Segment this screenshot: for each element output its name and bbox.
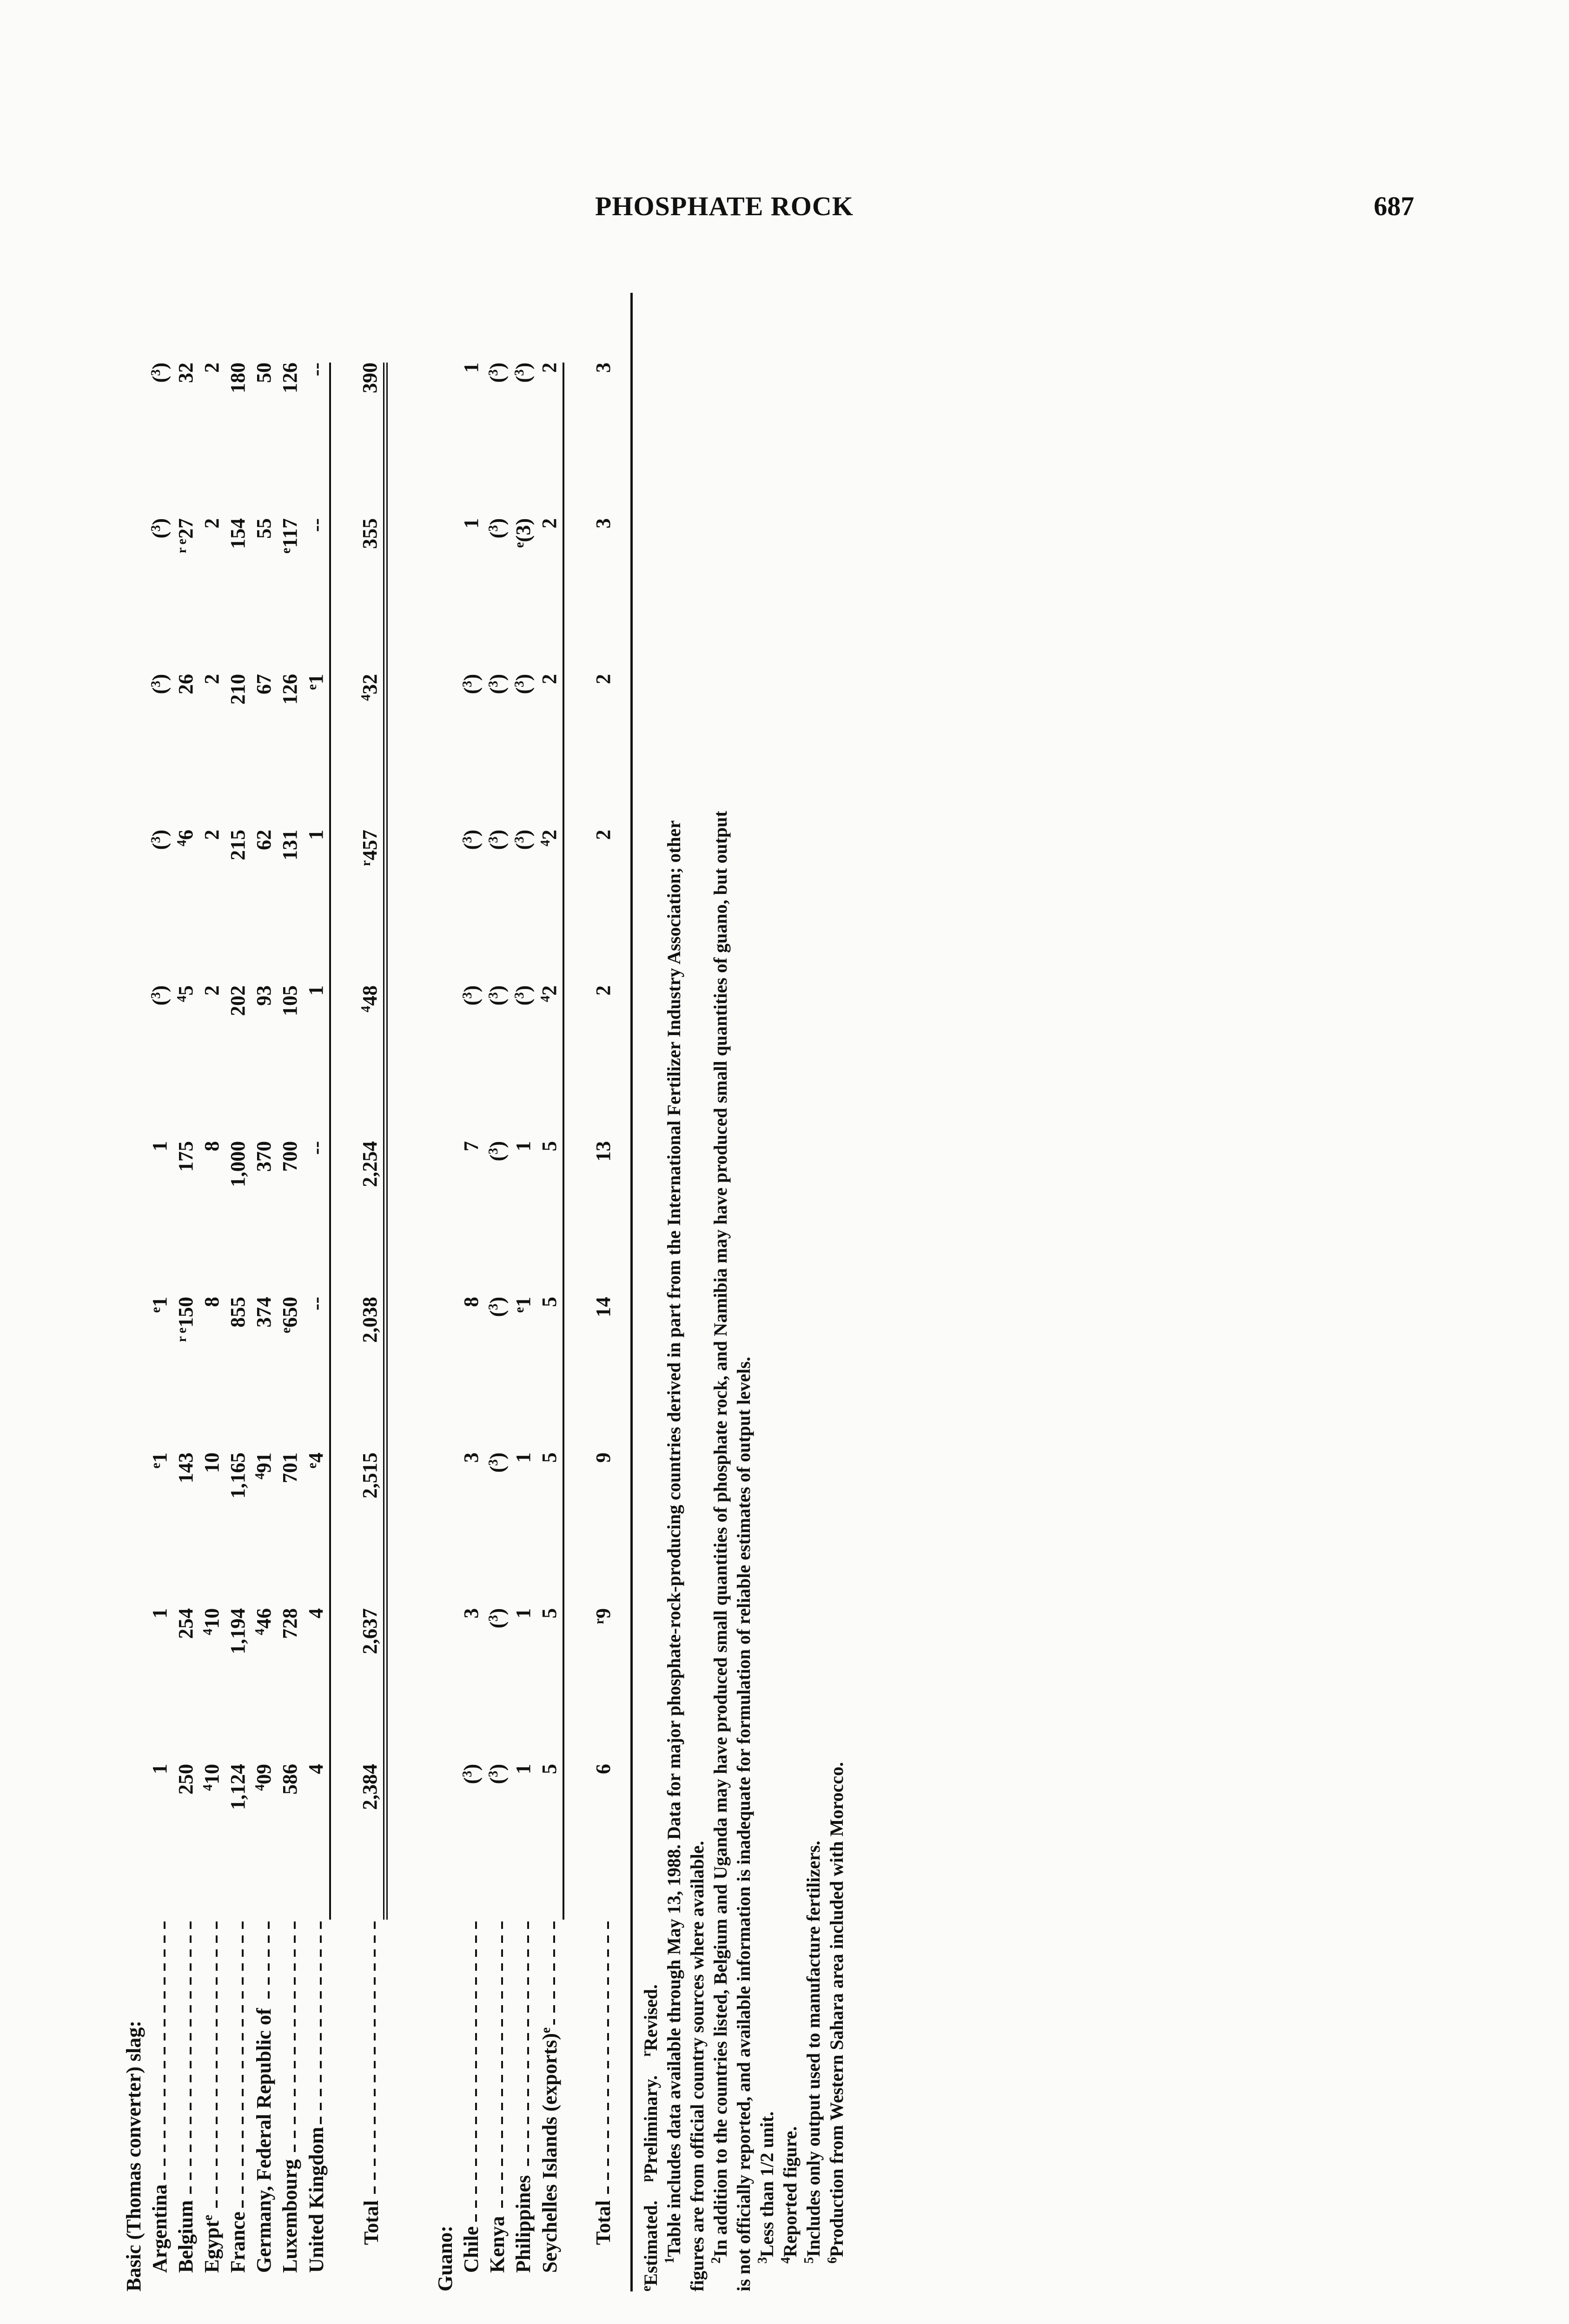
table-cell xyxy=(563,674,590,830)
row-label: France xyxy=(225,1920,251,2291)
table-cell: 5 xyxy=(538,1452,561,1463)
table-row xyxy=(199,363,225,2291)
table-cell: 2,515 xyxy=(358,1452,381,1499)
table-cell xyxy=(330,1608,357,1764)
table-cell: $^r$9 xyxy=(592,1608,615,1624)
table-cell: 355 xyxy=(358,518,381,549)
table-cell: 105 xyxy=(278,985,301,1016)
table-cell: -- xyxy=(305,1141,327,1155)
table-cell xyxy=(330,830,357,985)
rotated-table-area xyxy=(121,246,1004,2291)
total-label: Total xyxy=(590,1920,616,2291)
total-row xyxy=(590,363,616,2291)
table-cell xyxy=(563,1452,590,1608)
table-cell: $^4$48 xyxy=(358,985,381,1012)
table-cell xyxy=(121,1764,147,1920)
table-cell: ($^3$) xyxy=(486,1141,509,1162)
table-cell: 126 xyxy=(278,674,301,705)
table-cell: 700 xyxy=(278,1141,301,1172)
table-cell xyxy=(414,830,432,985)
table-cell: ($^3$) xyxy=(486,1764,509,1784)
table-cell: 254 xyxy=(174,1608,197,1639)
table-cell: 2 xyxy=(538,363,561,373)
table-cell: -- xyxy=(305,518,327,532)
table-cell: ($^3$) xyxy=(512,830,535,850)
table-cell: 1,000 xyxy=(226,1141,249,1187)
table-cell: 1 xyxy=(460,363,483,373)
table-cell xyxy=(432,1452,458,1608)
table-cell: ($^3$) xyxy=(148,985,171,1006)
table-cell: 2,254 xyxy=(358,1141,381,1187)
row-label: Seychelles Islands (exports)$^e$ xyxy=(536,1920,563,2291)
rule-row xyxy=(385,363,414,2291)
table-cell: 2 xyxy=(538,674,561,684)
table-cell: $^4$6 xyxy=(174,830,197,846)
table-cell: 1,124 xyxy=(226,1764,249,1810)
table-cell: ($^3$) xyxy=(512,363,535,383)
table-cell: 5 xyxy=(538,1297,561,1307)
table-cell: ($^3$) xyxy=(486,363,509,383)
table-cell xyxy=(432,518,458,674)
table-cell xyxy=(563,1141,590,1297)
table-cell: ($^3$) xyxy=(486,1608,509,1629)
table-cell: ($^3$) xyxy=(486,674,509,694)
table-cell: $^e$1 xyxy=(512,1297,535,1313)
rule-row xyxy=(563,363,590,2291)
table-cell xyxy=(385,1764,414,1920)
table-cell xyxy=(385,1297,414,1452)
table-cell: 1 xyxy=(460,518,483,528)
table-row xyxy=(173,363,199,2291)
table-cell xyxy=(414,1297,432,1452)
table-cell xyxy=(414,674,432,830)
footnote: $^2$In addition to the countries listed, Belgium and Uganda may have produced small quantities of phosphate rock, and Namibia may have produced small quantities of guano, but output xyxy=(709,811,731,2264)
table-cell: $^4$2 xyxy=(538,985,561,1002)
table-cell xyxy=(563,1608,590,1764)
table-cell xyxy=(414,1764,432,1920)
table-cell xyxy=(330,674,357,830)
table-cell: 93 xyxy=(252,985,275,1006)
table-cell xyxy=(414,1141,432,1297)
section-header-row xyxy=(432,363,458,2291)
table-cell: 126 xyxy=(278,363,301,393)
footnote: is not officially reported, and available information is inadequate for formulation of reliable estimates of output levels. xyxy=(733,1356,754,2291)
table-cell: ($^3$) xyxy=(148,363,171,383)
table-cell xyxy=(385,1608,414,1764)
table-cell: ($^3$) xyxy=(460,1764,483,1784)
table-cell xyxy=(414,1452,432,1608)
table-cell: ($^3$) xyxy=(460,830,483,850)
table-cell: 55 xyxy=(252,518,275,539)
table-cell: 1,194 xyxy=(226,1608,249,1654)
table-cell: 2 xyxy=(200,830,223,840)
page-number: 687 xyxy=(1374,191,1414,221)
table-cell xyxy=(385,1141,414,1297)
table-cell: 7 xyxy=(460,1141,483,1151)
table-cell xyxy=(121,1141,147,1297)
row-label: Kenya xyxy=(484,1920,510,2291)
footnote: $^e$Estimated. $^p$Preliminary. $^r$Revised. xyxy=(639,1984,661,2291)
footnote: $^5$Includes only output used to manufacture fertilizers. xyxy=(802,1841,824,2264)
table-cell xyxy=(330,1297,357,1452)
table-cell: 2,384 xyxy=(358,1764,381,1810)
table-cell: 180 xyxy=(226,363,249,393)
table-cell: 701 xyxy=(278,1452,301,1483)
table-row xyxy=(277,363,303,2291)
table-cell: 9 xyxy=(592,1452,615,1463)
table-cell xyxy=(414,363,432,518)
table-cell xyxy=(414,1608,432,1764)
table-row xyxy=(225,363,251,2291)
table-cell: -- xyxy=(305,363,327,376)
table-cell: 10 xyxy=(200,1452,223,1473)
table-cell: ($^3$) xyxy=(148,674,171,694)
table-cell: 2 xyxy=(200,363,223,373)
table-cell xyxy=(563,830,590,985)
table-cell: $^r$457 xyxy=(358,830,381,866)
table-cell xyxy=(330,518,357,674)
footnote: $^1$Table includes data available through May 13, 1988. Data for major phosphate-rock-producing countries derived in part from the International Fertilizer Industry Association; other xyxy=(662,820,684,2264)
table-cell: 2,637 xyxy=(358,1608,381,1654)
table-cell: 154 xyxy=(226,518,249,549)
row-label: Belgium xyxy=(173,1920,199,2291)
table-cell xyxy=(385,985,414,1141)
table-row xyxy=(536,363,563,2291)
table-cell: 202 xyxy=(226,985,249,1016)
table-cell: $^4$91 xyxy=(252,1452,275,1479)
table-cell: 26 xyxy=(174,674,197,694)
total-label: Total xyxy=(357,1920,385,2291)
table-cell xyxy=(432,1141,458,1297)
table-cell: 14 xyxy=(592,1297,615,1317)
table-cell: 13 xyxy=(592,1141,615,1162)
table-cell: 6 xyxy=(592,1764,615,1774)
table-cell: 370 xyxy=(252,1141,275,1172)
table-body xyxy=(121,363,616,2291)
table-cell: 1 xyxy=(512,1764,535,1774)
table-cell: ($^3$) xyxy=(486,1452,509,1473)
table-cell: $^e$4 xyxy=(305,1452,327,1469)
footnote: $^3$Less than 1/2 unit. xyxy=(755,2111,777,2264)
table-cell: $^4$10 xyxy=(200,1608,223,1635)
page-header xyxy=(0,191,1569,223)
table-row xyxy=(147,363,173,2291)
table-cell: 390 xyxy=(358,363,381,393)
table-cell: ($^3$) xyxy=(486,985,509,1006)
table-cell xyxy=(330,363,357,518)
rule-cell xyxy=(330,1920,357,2291)
table-cell: 1 xyxy=(512,1452,535,1463)
table-cell: $^4$5 xyxy=(174,985,197,1002)
table-cell xyxy=(121,1608,147,1764)
table-cell xyxy=(121,1297,147,1452)
table-cell: ($^3$) xyxy=(148,830,171,850)
rule-row xyxy=(330,363,357,2291)
table-cell: 131 xyxy=(278,830,301,860)
running-title: PHOSPHATE ROCK xyxy=(595,191,854,221)
table-row xyxy=(484,363,510,2291)
rule-cell xyxy=(385,1920,414,2291)
table-cell: 1 xyxy=(512,1141,535,1151)
table-cell: $^4$2 xyxy=(538,830,561,846)
table-cell xyxy=(121,985,147,1141)
table-cell: 175 xyxy=(174,1141,197,1172)
table-cell xyxy=(563,1297,590,1452)
table-cell: 586 xyxy=(278,1764,301,1795)
production-table xyxy=(121,363,616,2291)
table-cell: 374 xyxy=(252,1297,275,1327)
table-cell: $^e$1 xyxy=(148,1297,171,1313)
table-row xyxy=(458,363,484,2291)
table-cell: 2,038 xyxy=(358,1297,381,1343)
table-cell: 1 xyxy=(305,830,327,840)
table-cell: 728 xyxy=(278,1608,301,1639)
footnote: $^6$Production from Western Sahara area included with Morocco. xyxy=(825,1762,847,2264)
table-cell xyxy=(432,674,458,830)
table-cell xyxy=(432,830,458,985)
table-cell: $^e$1 xyxy=(148,1452,171,1469)
table-row xyxy=(251,363,277,2291)
table-cell xyxy=(385,518,414,674)
table-cell: -- xyxy=(305,1297,327,1311)
table-cell: 5 xyxy=(538,1608,561,1618)
spacer-cell xyxy=(414,1920,432,2291)
table-cell: 8 xyxy=(460,1297,483,1307)
table-cell: $^4$32 xyxy=(358,674,381,701)
section-header-row xyxy=(121,363,147,2291)
table-cell: 50 xyxy=(252,363,275,383)
row-label: Egypt$^e$ xyxy=(199,1920,225,2291)
table-cell: 1 xyxy=(305,985,327,996)
table-cell: 2 xyxy=(200,985,223,996)
table-cell: 4 xyxy=(305,1608,327,1618)
table-cell: 2 xyxy=(200,674,223,684)
table-cell: 4 xyxy=(305,1764,327,1774)
table-cell: 32 xyxy=(174,363,197,383)
table-cell: 2 xyxy=(592,830,615,840)
table-cell: 3 xyxy=(592,518,615,528)
table-cell xyxy=(385,830,414,985)
table-cell: 5 xyxy=(538,1141,561,1151)
table-cell xyxy=(432,985,458,1141)
table-cell: 8 xyxy=(200,1141,223,1151)
table-cell: 1 xyxy=(148,1764,171,1774)
total-row xyxy=(357,363,385,2291)
table-cell: 2 xyxy=(592,985,615,996)
table-cell xyxy=(330,985,357,1141)
table-cell xyxy=(432,363,458,518)
table-cell: 5 xyxy=(538,1764,561,1774)
table-cell xyxy=(563,518,590,674)
table-cell: $^e$650 xyxy=(278,1297,301,1334)
table-cell: ($^3$) xyxy=(460,674,483,694)
table-row xyxy=(510,363,536,2291)
table-cell: 143 xyxy=(174,1452,197,1483)
table-cell: 3 xyxy=(592,363,615,373)
table-cell: $^{r e}$150 xyxy=(174,1297,197,1342)
table-cell: 1 xyxy=(148,1608,171,1618)
section-title: Guano: xyxy=(432,1920,458,2291)
table-cell: $^4$46 xyxy=(252,1608,275,1635)
table-cell xyxy=(330,1452,357,1608)
table-cell: 250 xyxy=(174,1764,197,1795)
table-cell: 2 xyxy=(538,518,561,528)
row-label: Philippines xyxy=(510,1920,536,2291)
table-cell xyxy=(385,674,414,830)
footnote: figures are from official country sources where available. xyxy=(687,1841,708,2291)
table-cell xyxy=(121,674,147,830)
table-cell: $^e$117 xyxy=(278,518,301,554)
table-cell: $^4$10 xyxy=(200,1764,223,1791)
table-cell xyxy=(414,518,432,674)
row-label: Luxembourg xyxy=(277,1920,303,2291)
table-cell: 3 xyxy=(460,1608,483,1618)
table-cell: 2 xyxy=(592,674,615,684)
table-cell: $^{r e}$27 xyxy=(174,518,197,554)
table-cell xyxy=(121,363,147,518)
table-cell: $^e$(3) xyxy=(512,518,535,548)
table-row xyxy=(303,363,330,2291)
row-label: Argentina xyxy=(147,1920,173,2291)
table-cell xyxy=(432,1608,458,1764)
table-cell xyxy=(330,1141,357,1297)
row-label: Germany, Federal Republic of xyxy=(251,1920,277,2291)
table-cell: ($^3$) xyxy=(148,518,171,539)
rule-cell xyxy=(563,1920,590,2291)
table-cell xyxy=(563,985,590,1141)
table-cell: ($^3$) xyxy=(512,985,535,1006)
table-cell: ($^3$) xyxy=(486,1297,509,1317)
table-cell xyxy=(432,1764,458,1920)
table-cell: ($^3$) xyxy=(486,830,509,850)
footnote: $^4$Reported figure. xyxy=(779,2126,801,2264)
table-cell: ($^3$) xyxy=(512,674,535,694)
table-cell: 62 xyxy=(252,830,275,850)
section-title: Basic (Thomas converter) slag: xyxy=(121,1920,147,2291)
spacer-row xyxy=(414,363,432,2291)
table-cell: 3 xyxy=(460,1452,483,1463)
table-cell xyxy=(121,518,147,674)
table-cell xyxy=(385,363,414,518)
table-cell: 2 xyxy=(200,518,223,528)
table-cell: ($^3$) xyxy=(460,985,483,1006)
table-cell xyxy=(563,1764,590,1920)
table-cell: 1 xyxy=(148,1141,171,1151)
table-cell: 1 xyxy=(512,1608,535,1618)
table-cell: 210 xyxy=(226,674,249,705)
table-cell xyxy=(414,985,432,1141)
table-cell xyxy=(385,1452,414,1608)
row-label: Chile xyxy=(458,1920,484,2291)
table-cell: $^4$09 xyxy=(252,1764,275,1791)
table-cell xyxy=(563,363,590,518)
table-cell xyxy=(330,1764,357,1920)
table-cell: 67 xyxy=(252,674,275,694)
row-label: United Kingdom xyxy=(303,1920,330,2291)
table-cell: 8 xyxy=(200,1297,223,1307)
table-cell: 215 xyxy=(226,830,249,860)
table-cell: 1,165 xyxy=(226,1452,249,1499)
footnotes xyxy=(630,293,848,2291)
table-cell xyxy=(121,1452,147,1608)
table-cell: 855 xyxy=(226,1297,249,1327)
table-cell xyxy=(432,1297,458,1452)
table-cell xyxy=(121,830,147,985)
table-cell: $^e$1 xyxy=(305,674,327,690)
table-cell: ($^3$) xyxy=(486,518,509,539)
